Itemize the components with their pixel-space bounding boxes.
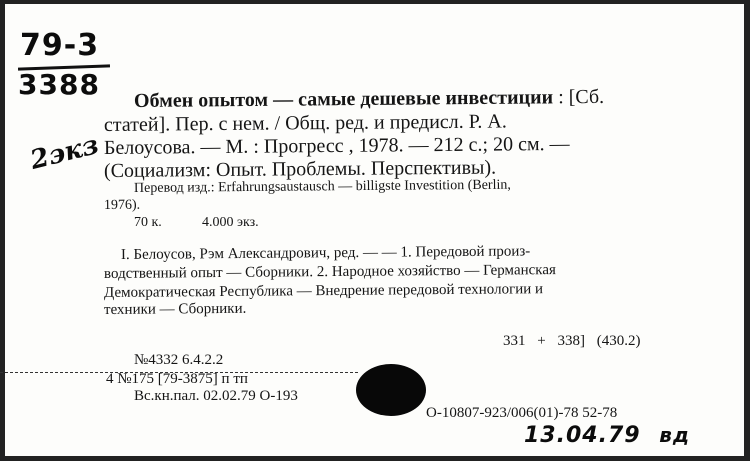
handwritten-date bbox=[524, 423, 690, 448]
print-info: 4 №175 [79-3875] п тп bbox=[106, 371, 248, 387]
call-number-line2: 3388 bbox=[18, 68, 100, 101]
publisher-code: О-10807-923/006(01)-78 52-78 bbox=[426, 405, 618, 421]
original-note-line-2: 1976). bbox=[103, 197, 141, 213]
handwritten-date-text: 13.04.79 bbox=[524, 423, 641, 448]
entry-line-3: Белоусова. — М. : Прогресс , 1978. — 212 с.; 20 см. — bbox=[103, 132, 570, 159]
handwritten-copies-note: 2экз bbox=[27, 130, 102, 176]
entry-title-line bbox=[134, 86, 604, 113]
original-note-line-1: Перевод изд.: Erfahrungsaustausch — billigste Investition (Berlin, bbox=[133, 177, 511, 196]
call-number-line1: 79-3 bbox=[20, 28, 100, 63]
entry-title: Обмен опытом — самые дешевые инвестиции bbox=[133, 86, 554, 112]
tracings-line-1: I. Белоусов, Рэм Александрович, ред. — — 1. Передовой произ- bbox=[120, 243, 531, 263]
entry-line-4: (Социализм: Опыт. Проблемы. Перспективы). bbox=[103, 156, 497, 182]
entry-subtitle: : [Сб. bbox=[553, 85, 605, 109]
register-info: Вс.кн.пал. 02.02.79 О-193 bbox=[134, 388, 298, 404]
tracings-line-2: водственный опыт — Сборники. 2. Народное хозяйство — Германская bbox=[103, 262, 556, 282]
copies: 4.000 экз. bbox=[202, 215, 259, 230]
tracings-line-3: Демократическая Республика — Внедрение передовой технологии и bbox=[103, 281, 544, 301]
order-number: №4332 6.4.2.2 bbox=[134, 352, 224, 368]
tracings-line-4: техники — Сборники. bbox=[103, 300, 247, 318]
entry-line-2: статей]. Пер. с нем. / Общ. ред. и предисл. Р. А. bbox=[103, 110, 507, 136]
card-bottom-edge bbox=[0, 456, 750, 461]
card-right-edge bbox=[744, 0, 750, 461]
classification: 331 + 338] (430.2) bbox=[503, 333, 641, 349]
punch-hole bbox=[356, 364, 426, 416]
price: 70 к. bbox=[134, 215, 162, 230]
handwritten-signature: вд bbox=[659, 423, 691, 447]
card-top-edge bbox=[0, 0, 750, 4]
card-left-edge bbox=[0, 0, 5, 461]
